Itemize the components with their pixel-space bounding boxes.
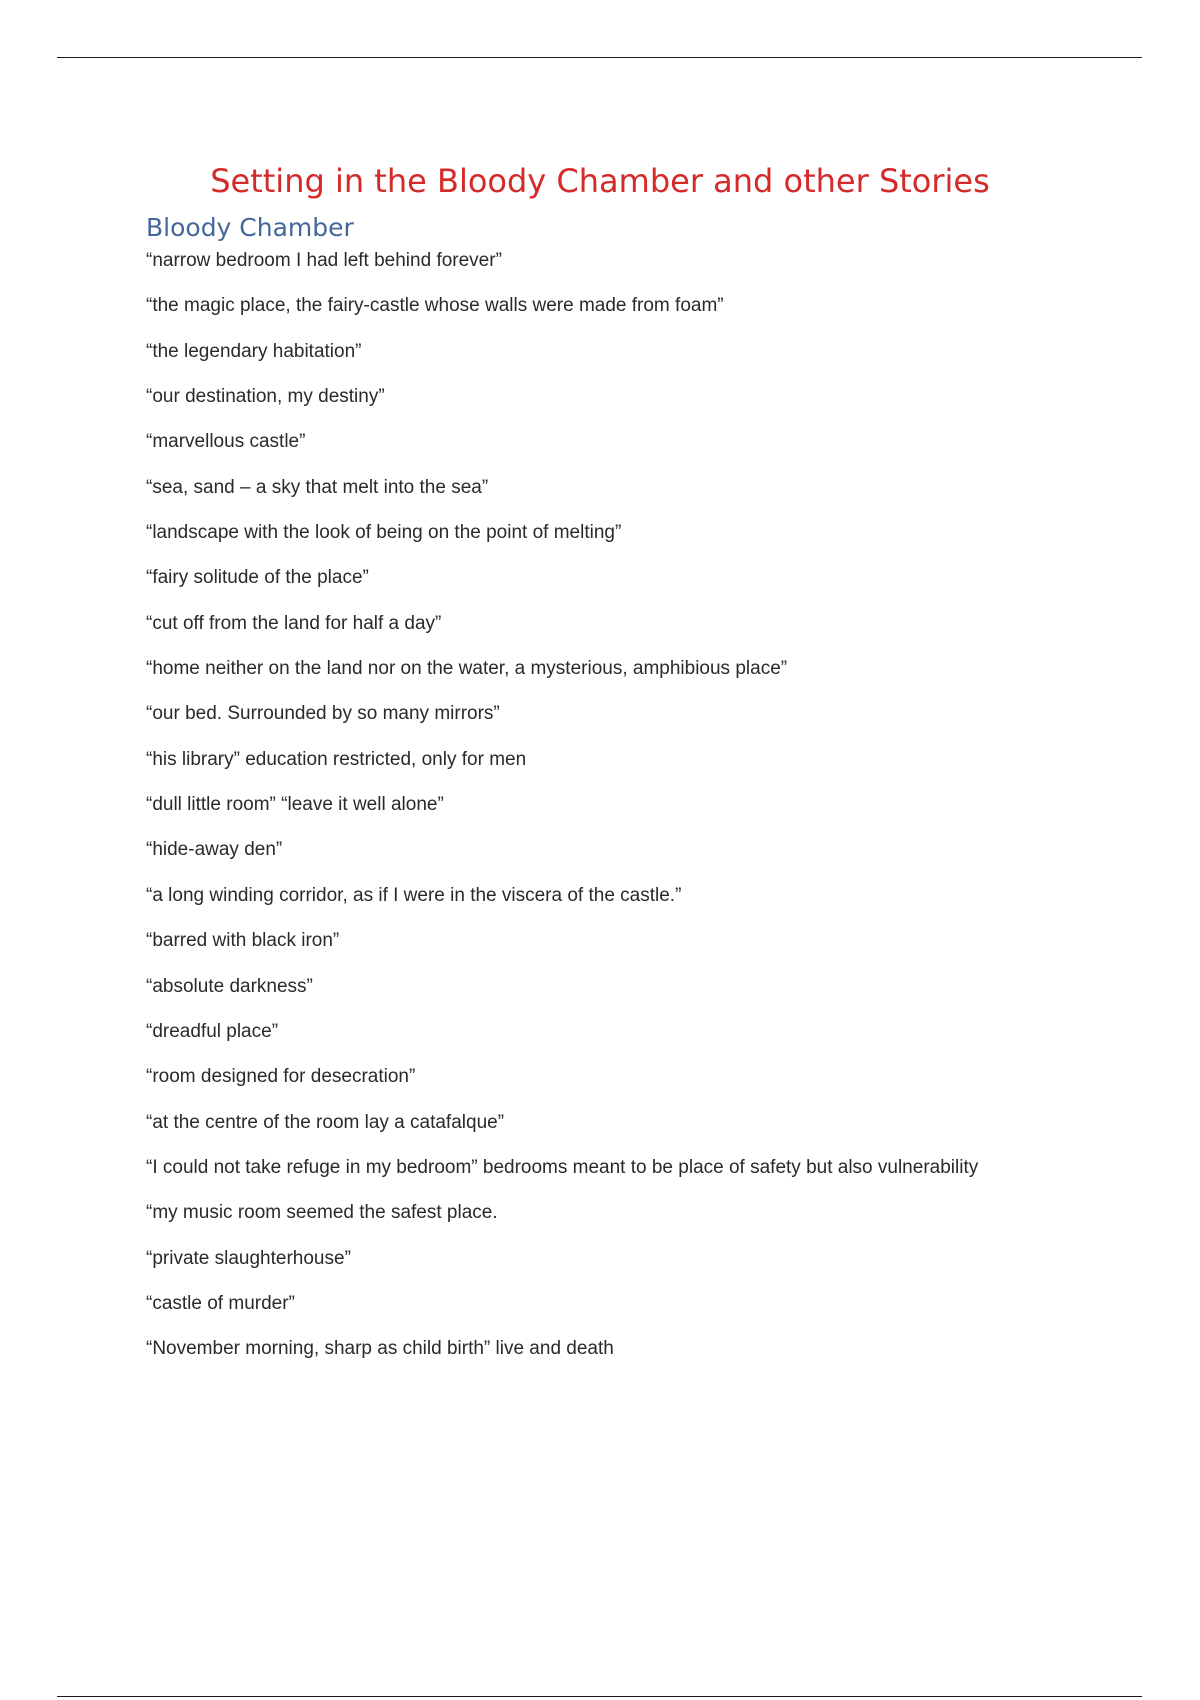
quote-line: “our bed. Surrounded by so many mirrors” bbox=[146, 703, 500, 725]
quote-line: “his library” education restricted, only for men bbox=[146, 748, 527, 770]
quote-line: “private slaughterhouse” bbox=[146, 1247, 351, 1269]
quote-line: “room designed for desecration” bbox=[146, 1066, 416, 1088]
quote-line: “cut off from the land for half a day” bbox=[146, 612, 442, 634]
quote-line: “a long winding corridor, as if I were in the viscera of the castle.” bbox=[146, 884, 682, 906]
quote-line: “our destination, my destiny” bbox=[146, 386, 385, 408]
quote-line: “castle of murder” bbox=[146, 1292, 295, 1314]
quote-line: “home neither on the land nor on the water, a mysterious, amphibious place” bbox=[146, 658, 788, 680]
quote-line: “dull little room” “leave it well alone” bbox=[146, 794, 444, 816]
quote-line: “absolute darkness” bbox=[146, 975, 313, 997]
quote-line: “sea, sand – a sky that melt into the sea” bbox=[146, 476, 489, 498]
quote-line: “narrow bedroom I had left behind forever” bbox=[146, 250, 502, 271]
quote-line: “November morning, sharp as child birth” live and death bbox=[146, 1338, 614, 1360]
quote-line: “marvellous castle” bbox=[146, 431, 306, 453]
quote-line: “at the centre of the room lay a catafalque” bbox=[146, 1111, 505, 1133]
quote-line: “the legendary habitation” bbox=[146, 340, 362, 362]
quote-line: “barred with black iron” bbox=[146, 930, 340, 952]
header-rule bbox=[57, 57, 1142, 58]
quote-line: “landscape with the look of being on the point of melting” bbox=[146, 522, 622, 544]
quote-list bbox=[146, 248, 978, 1382]
quote-line: “dreadful place” bbox=[146, 1020, 279, 1042]
section-heading: Bloody Chamber bbox=[146, 213, 354, 242]
quote-line: “my music room seemed the safest place. bbox=[146, 1202, 498, 1224]
quote-line: “the magic place, the fairy-castle whose walls were made from foam” bbox=[146, 295, 724, 317]
quote-line: “fairy solitude of the place” bbox=[146, 567, 369, 589]
quote-line: “I could not take refuge in my bedroom” bedrooms meant to be place of safety but also vulnerability bbox=[146, 1156, 979, 1178]
footer-rule bbox=[57, 1696, 1142, 1697]
document-title: Setting in the Bloody Chamber and other Stories bbox=[210, 162, 990, 200]
quote-line: “hide-away den” bbox=[146, 839, 283, 861]
